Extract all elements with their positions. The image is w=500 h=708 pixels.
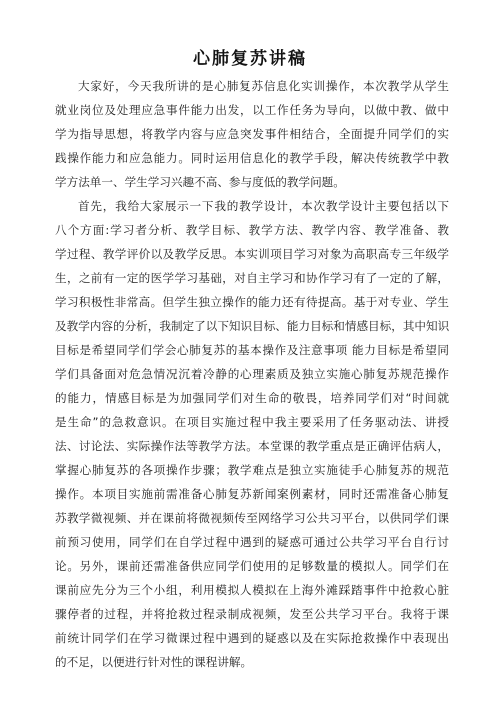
body-line: 就业岗位及处理应急事件能力出发，以工作任务为导向，以做中教、做中: [55, 103, 449, 117]
body-line: 学过程、教学评价以及教学反思。本实训项目学习对象为高职高专三年级学: [55, 247, 449, 261]
body-line: 目标是希望同学们学会心肺复苏的基本操作及注意事项 能力目标是希望同: [55, 343, 449, 357]
body-line: 课前应先分为三个小组，利用模拟人模拟在上海外滩踩踏事件中抢救心脏: [55, 583, 449, 597]
body-line: 的能力，情感目标是为加强同学们对生命的敬畏，培养同学们对“时间就: [55, 391, 449, 405]
body-line: 践操作能力和应急能力。同时运用信息化的教学手段，解决传统教学中教: [55, 151, 449, 165]
body-line: 首先，我给大家展示一下我的教学设计，本次教学设计主要包括以下: [78, 199, 449, 213]
body-line: 是生命”的急救意识。在项目实施过程中我主要采用了任务驱动法、讲授: [55, 415, 449, 429]
body-line: 学方法单一、学生学习兴趣不高、参与度低的教学问题。: [55, 175, 345, 189]
body-line: 八个方面:学习者分析、教学目标、教学方法、教学内容、教学准备、教: [55, 223, 449, 237]
body-line: 掌握心肺复苏的各项操作步骤；教学难点是独立实施徒手心肺复苏的规范: [55, 463, 449, 477]
body-line: 法、讨论法、实际操作法等教学方法。本堂课的教学重点是正确评估病人，: [55, 439, 449, 453]
body-line: 学们具备面对危急情况沉着冷静的心理素质及独立实施心肺复苏规范操作: [55, 367, 449, 381]
body-line: 前预习使用，同学们在自学过程中遇到的疑惑可通过公共学习平台自行讨: [55, 535, 449, 549]
body-line: 骤停者的过程，并将抢救过程录制成视频，发至公共学习平台。我将于课: [55, 607, 449, 621]
body-line: 论。另外，课前还需准备供应同学们使用的足够数量的模拟人。同学们在: [55, 559, 449, 573]
body-line: 学习积极性非常高。但学生独立操作的能力还有待提高。基于对专业、学生: [55, 295, 449, 309]
body-line: 生，之前有一定的医学学习基础，对自主学习和协作学习有了一定的了解，: [55, 271, 449, 285]
body-line: 操作。本项目实施前需准备心肺复苏新闻案例素材，同时还需准备心肺复: [55, 487, 449, 501]
document-title: 心肺复苏讲稿: [193, 49, 307, 69]
body-line: 苏教学微视频、并在课前将微视频传至网络学习公共习平台，以供同学们课: [55, 511, 449, 525]
body-line: 的不足，以便进行针对性的课程讲解。: [55, 655, 253, 669]
body-line: 学为指导思想，将教学内容与应急突发事件相结合，全面提升同学们的实: [55, 127, 449, 141]
body-line: 及教学内容的分析，我制定了以下知识目标、能力目标和情感目标，其中知识: [55, 319, 449, 333]
document-body: [55, 74, 449, 674]
body-line: 大家好，今天我所讲的是心肺复苏信息化实训操作，本次教学从学生: [78, 79, 449, 93]
body-line: 前统计同学们在学习微课过程中遇到的疑惑以及在实际抢救操作中表现出: [55, 631, 449, 645]
